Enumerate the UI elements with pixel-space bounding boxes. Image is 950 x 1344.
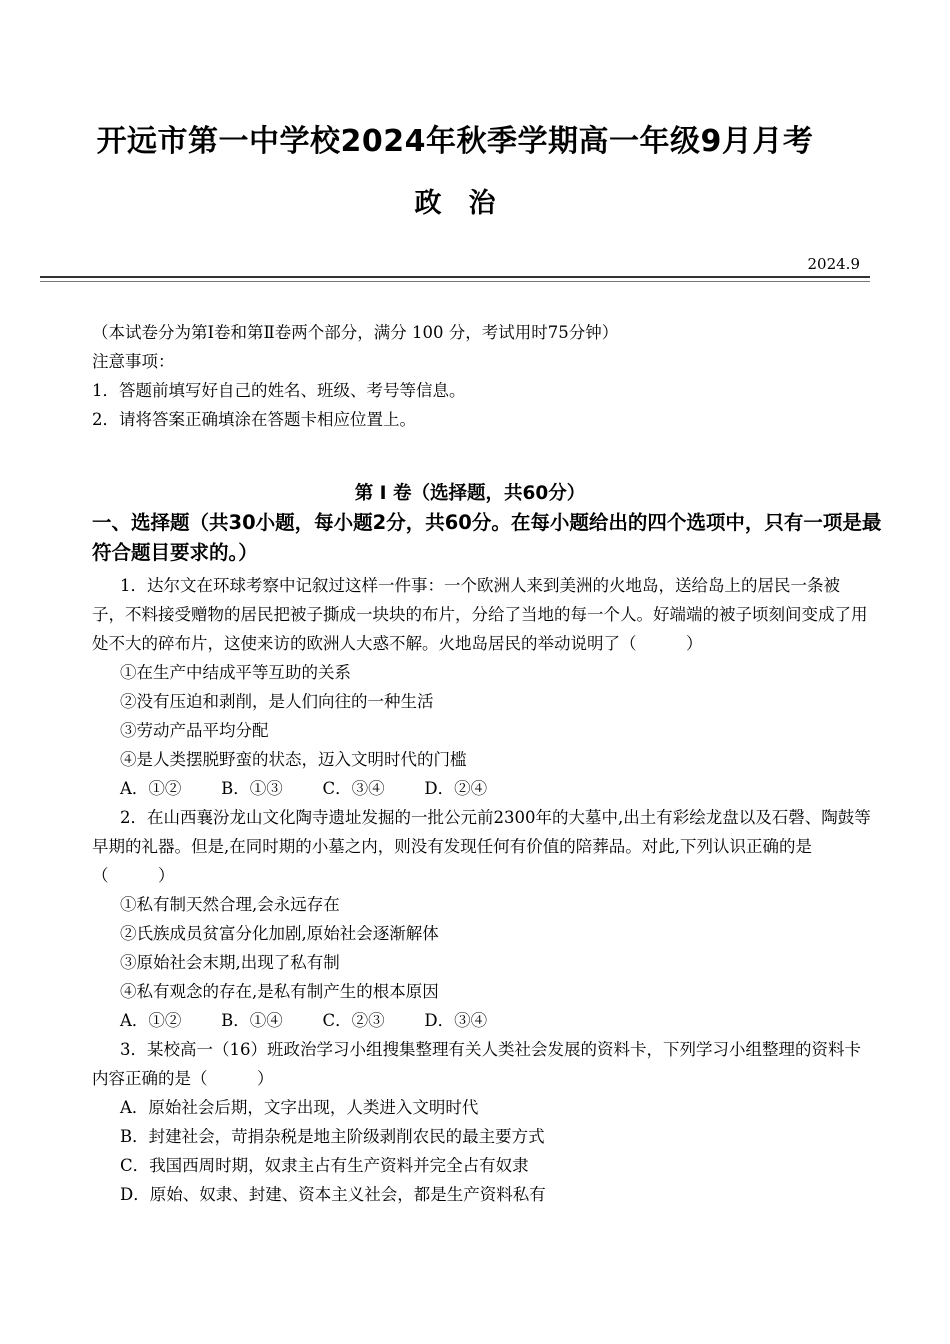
question-option: ④私有观念的存在,是私有制产生的根本原因 (120, 982, 439, 1001)
question-option: B．封建社会，苛捐杂税是地主阶级剥削农民的最主要方式 (120, 1127, 545, 1146)
question-option: ②氏族成员贫富分化加剧,原始社会逐渐解体 (120, 924, 439, 943)
question-option: ②没有压迫和剥削，是人们向往的一种生活 (120, 692, 434, 711)
header-rule-thick (40, 276, 870, 278)
question-option: ③原始社会末期,出现了私有制 (120, 953, 340, 972)
question-3 (92, 1035, 872, 1209)
question-stem: 2．在山西襄汾龙山文化陶寺遗址发掘的一批公元前2300年的大墓中,出土有彩绘龙盘以及石磬、陶鼓等早期的礼器。但是,在同时期的小墓之内，则没有发现任何有价值的陪葬品。对此,下列认识正确的是（ ） (92, 808, 871, 885)
notice-item: 2．请将答案正确填涂在答题卡相应位置上。 (92, 410, 416, 429)
answer-choices: A．①② B．①③ C．③④ D．②④ (120, 779, 488, 798)
notice-block (92, 318, 872, 434)
question-stem: 1．达尔文在环球考察中记叙过这样一件事：一个欧洲人来到美洲的火地岛，送给岛上的居民一条被子，不料接受赠物的居民把被子撕成一块块的布片，分给了当地的每一个人。好端端的被子顷刻间变成了用处不大的碎布片，这使来访的欧洲人大惑不解。火地岛居民的举动说明了（ ） (92, 576, 868, 653)
question-stem: 3．某校高一（16）班政治学习小组搜集整理有关人类社会发展的资料卡，下列学习小组整理的资料卡内容正确的是（ ） (92, 1040, 861, 1088)
question-option: ④是人类摆脱野蛮的状态，迈入文明时代的门槛 (120, 750, 467, 769)
question-option: ③劳动产品平均分配 (120, 721, 269, 740)
question-2 (92, 803, 872, 1035)
exam-title: 开远市第一中学校2024年秋季学期高一年级9月月考 (96, 124, 814, 159)
notice-item: 1．答题前填写好自己的姓名、班级、考号等信息。 (92, 381, 466, 400)
question-option: D．原始、奴隶、封建、资本主义社会，都是生产资料私有 (120, 1185, 546, 1204)
questions-block (92, 571, 872, 1209)
notice-intro: （本试卷分为第Ⅰ卷和第Ⅱ卷两个部分，满分 100 分，考试用时75分钟） (92, 323, 619, 342)
exam-subject: 政 治 (414, 188, 496, 219)
section-title: 第 Ⅰ 卷（选择题，共60分） (354, 483, 586, 504)
header-rule-thin (40, 281, 870, 282)
question-option: A．原始社会后期，文字出现，人类进入文明时代 (120, 1098, 479, 1117)
question-option: ①私有制天然合理,会永远存在 (120, 895, 340, 914)
question-option: C．我国西周时期，奴隶主占有生产资料并完全占有奴隶 (120, 1156, 529, 1175)
answer-choices: A．①② B．①④ C．②③ D．③④ (120, 1011, 488, 1030)
question-option: ①在生产中结成平等互助的关系 (120, 663, 351, 682)
part-heading: 一、选择题（共30小题，每小题2分，共60分。在每小题给出的四个选项中，只有一项是最符合题目要求的。） (92, 511, 882, 564)
exam-date: 2024.9 (807, 255, 860, 273)
question-1 (92, 571, 872, 803)
notice-heading: 注意事项： (92, 352, 175, 371)
